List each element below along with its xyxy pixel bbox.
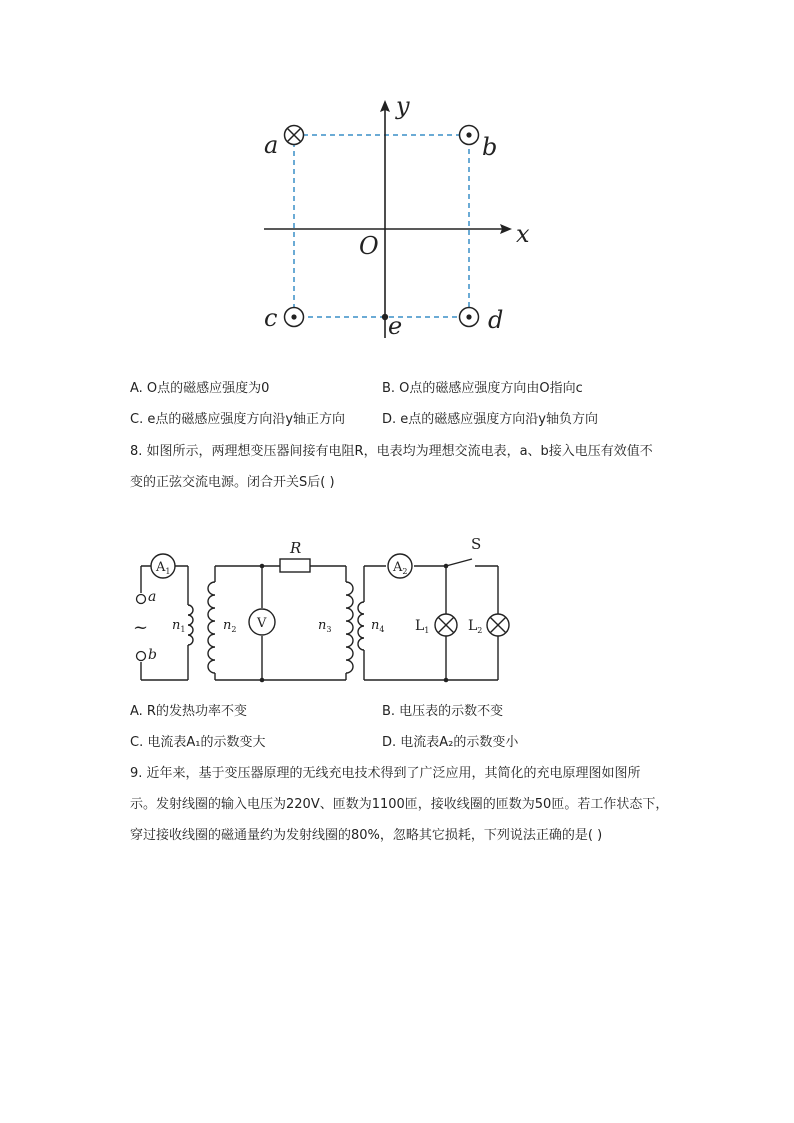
- label-n2: $n_2$: [223, 618, 237, 634]
- label-l1: $L_1$: [415, 618, 430, 635]
- junction-dot: [260, 678, 265, 683]
- transformer-circuit-figure: [128, 535, 523, 695]
- q8-stem-line2: 变的正弦交流电源。闭合开关S后( ): [130, 475, 335, 490]
- wire-b-out-of-page-icon: [460, 126, 479, 145]
- resistor-r: [280, 559, 310, 572]
- terminal-a: [137, 595, 146, 604]
- label-y: y: [396, 92, 410, 120]
- label-r: R: [290, 539, 302, 557]
- q7-option-a: A. O点的磁感应强度为0: [130, 381, 270, 396]
- label-a: a: [264, 131, 279, 159]
- q9-line3: 穿过接收线圈的磁通量约为发射线圈的80%，忽略其它损耗，下列说法正确的是( ): [130, 828, 603, 843]
- label-origin: O: [359, 232, 379, 260]
- q8-stem-line1: 8. 如图所示，两理想变压器间接有电阻R，电表均为理想交流电表，a、b接入电压有效值不: [130, 444, 653, 459]
- label-a2: $A_2$: [393, 560, 408, 576]
- label-n3: $n_3$: [318, 618, 332, 634]
- label-b: b: [482, 133, 498, 161]
- q7-option-c: C. e点的磁感应强度方向沿y轴正方向: [130, 412, 346, 427]
- label-v: V: [257, 616, 267, 631]
- coil-n2: [208, 582, 215, 673]
- q7-option-b: B. O点的磁感应强度方向由O指向c: [382, 381, 583, 396]
- coil-n1: [188, 605, 193, 645]
- label-d: d: [488, 306, 504, 334]
- label-b: b: [148, 647, 157, 663]
- wire-d-out-of-page-icon: [460, 308, 479, 327]
- q7-option-d: D. e点的磁感应强度方向沿y轴负方向: [382, 412, 598, 427]
- label-a: a: [148, 589, 157, 605]
- label-ac-source: ~: [133, 617, 149, 638]
- q8-option-d: D. 电流表A₂的示数变小: [382, 735, 519, 750]
- coil-n3: [346, 582, 353, 673]
- lamp-l2-icon: [487, 614, 509, 636]
- label-n1: $n_1$: [172, 618, 186, 634]
- junction-dot: [444, 678, 449, 683]
- lamp-l1-icon: [435, 614, 457, 636]
- wire-a-into-page-icon: [285, 126, 304, 145]
- label-l2: $L_2$: [468, 618, 483, 635]
- magnetic-field-figure: [250, 90, 540, 350]
- terminal-b: [137, 652, 146, 661]
- q8-option-c: C. 电流表A₁的示数变大: [130, 735, 266, 750]
- label-a1: $A_1$: [156, 560, 171, 576]
- dashed-square: [294, 135, 469, 317]
- junction-dot: [260, 564, 265, 569]
- coil-n4: [358, 602, 364, 650]
- label-e: e: [388, 312, 403, 340]
- q8-option-a: A. R的发热功率不变: [130, 704, 247, 719]
- q8-option-b: B. 电压表的示数不变: [382, 704, 504, 719]
- q9-line2: 示。发射线圈的输入电压为220V、匝数为1100匝，接收线圈的匝数为50匝。若工作状态下，: [130, 797, 669, 812]
- junction-dot: [444, 564, 449, 569]
- label-n4: $n_4$: [371, 618, 385, 634]
- label-x: x: [516, 220, 530, 248]
- wire-c-out-of-page-icon: [285, 308, 304, 327]
- label-s: S: [471, 535, 482, 553]
- label-c: c: [264, 304, 278, 332]
- q9-line1: 9. 近年来，基于变压器原理的无线充电技术得到了广泛应用，其简化的充电原理图如图所: [130, 766, 641, 781]
